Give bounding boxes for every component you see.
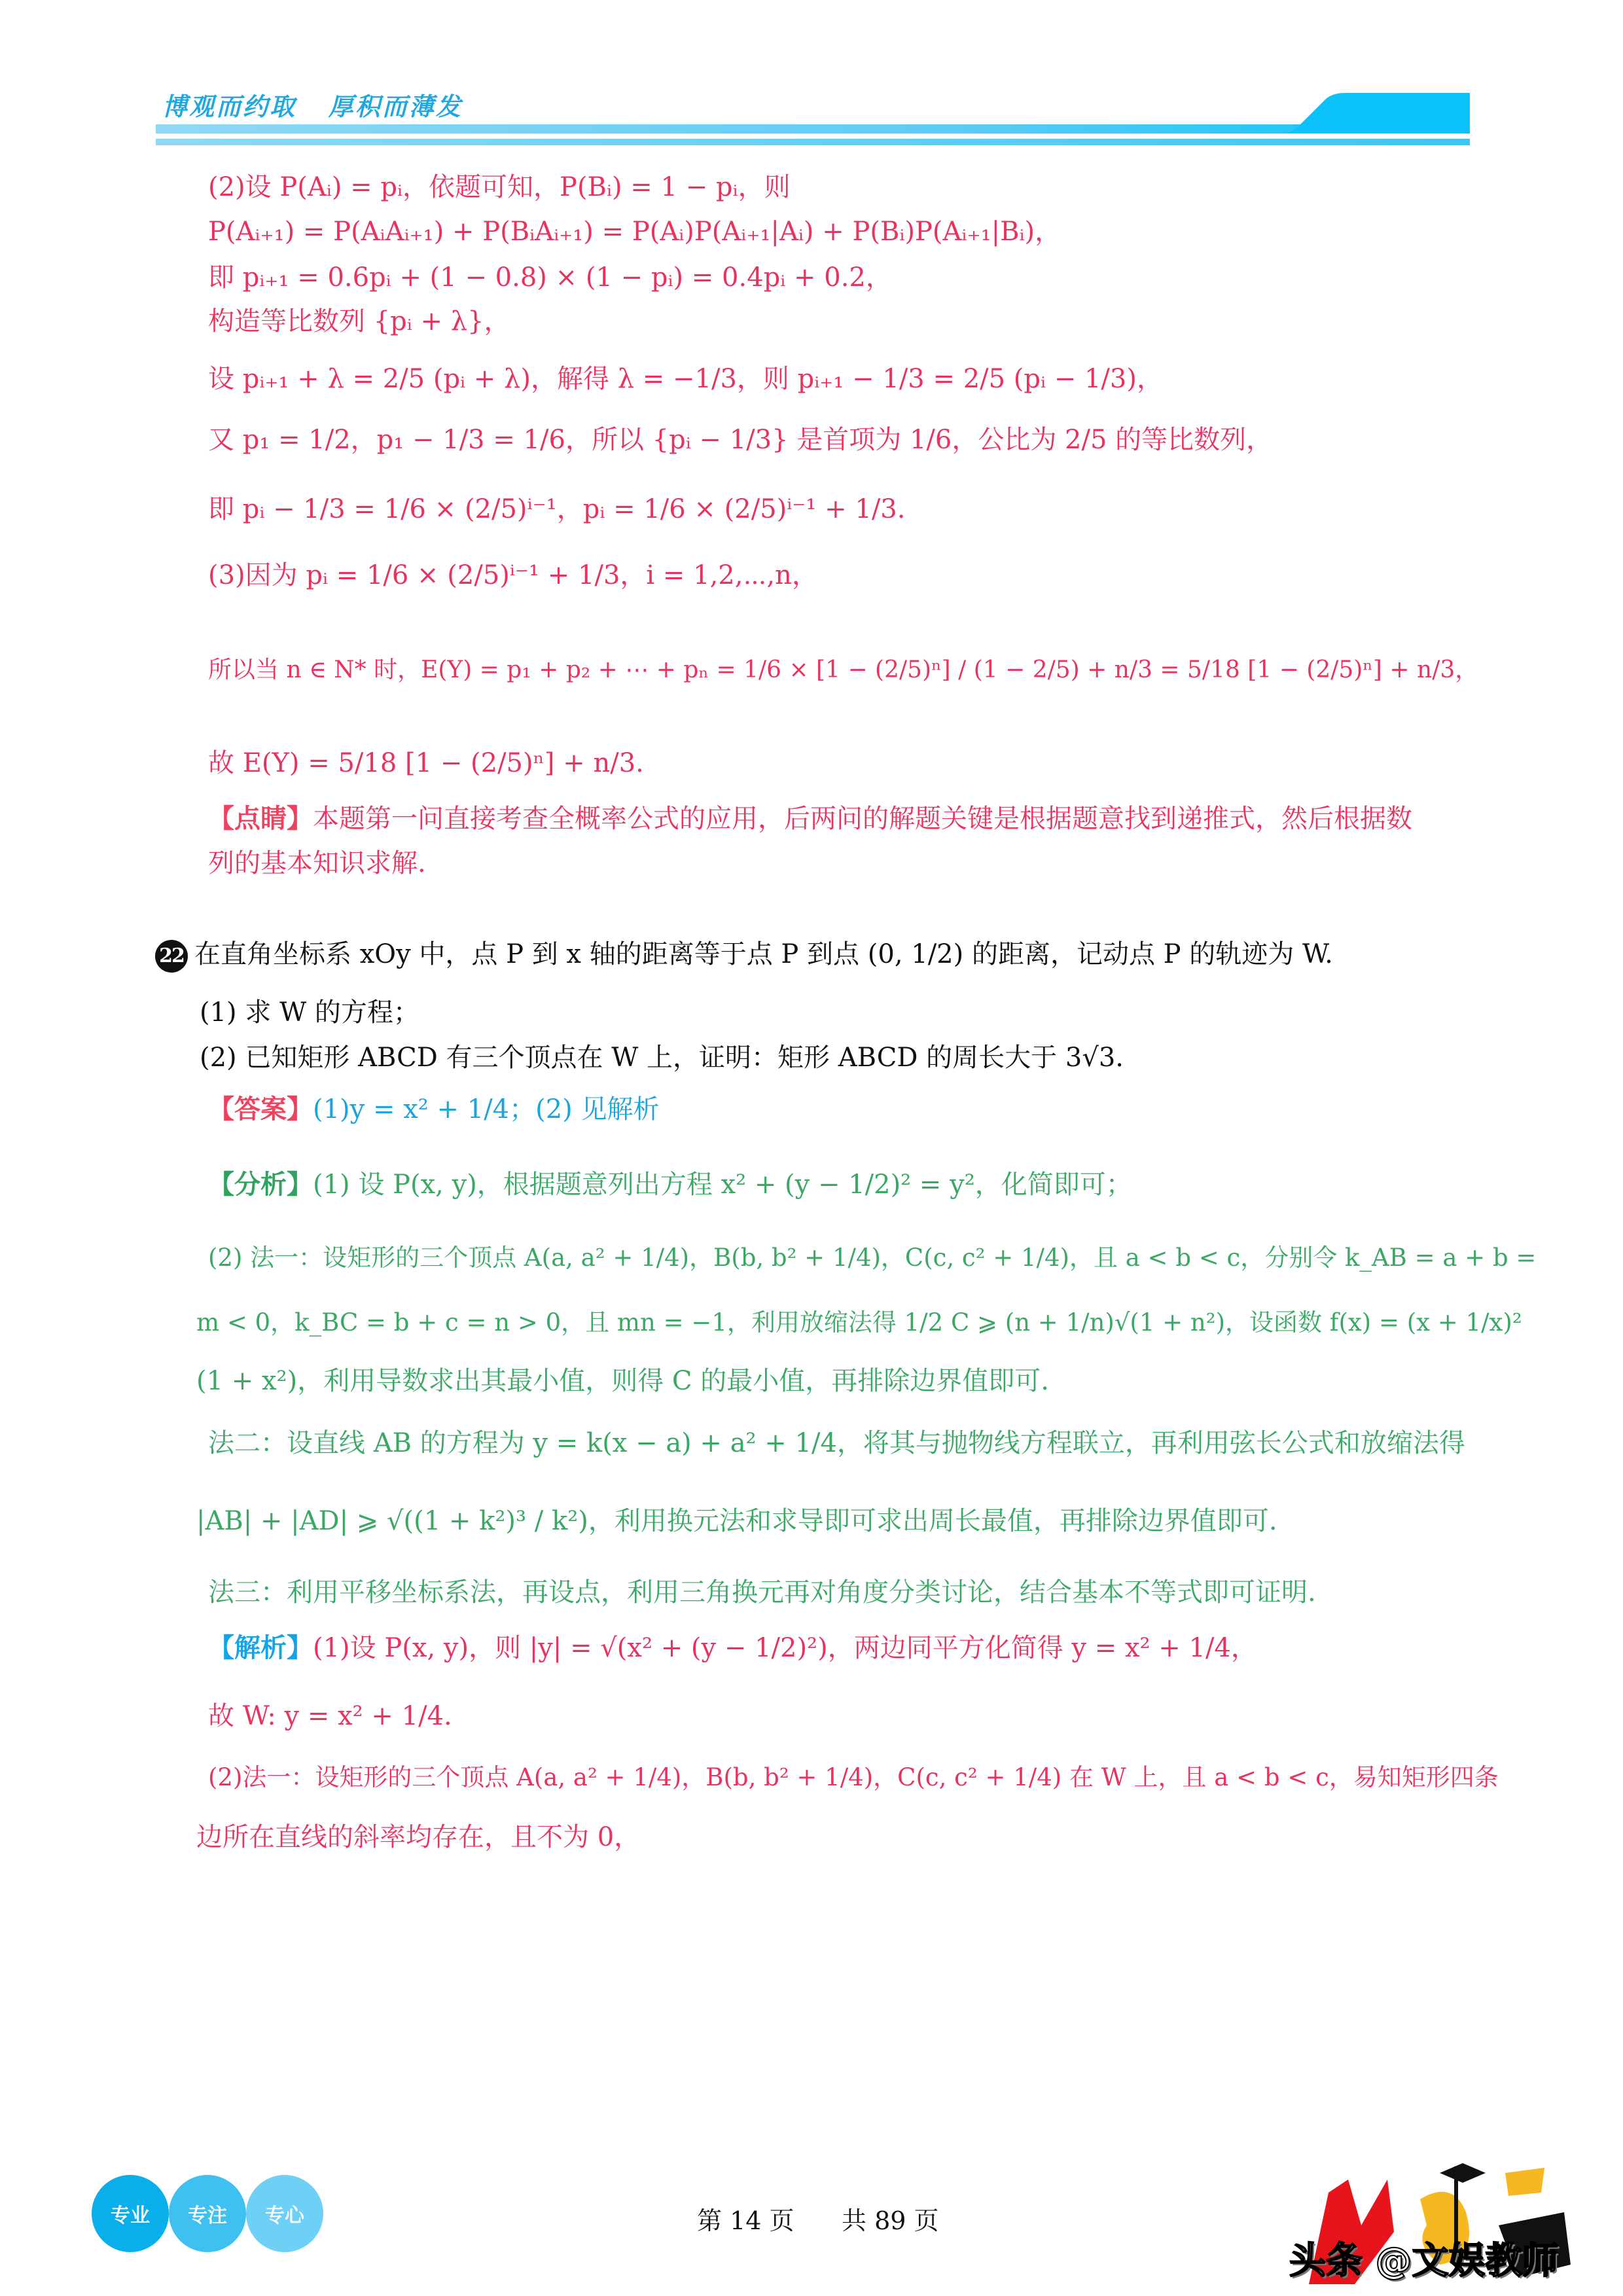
footer-badge-focus: 专注	[169, 2175, 246, 2252]
analysis-line: m < 0，k_BC = b + c = n > 0，且 mn = −1，利用放缩法得 1/2 C ⩾ (n + 1/n)√(1 + n²)，设函数 f(x) = (x + 1/x)²	[196, 1308, 1522, 1336]
analysis-label: 【分析】	[208, 1170, 313, 1200]
solution-line: 设 pᵢ₊₁ + λ = 2/5 (pᵢ + λ)，解得 λ = −1/3，则 pᵢ₊₁ − 1/3 = 2/5 (pᵢ − 1/3)，	[208, 364, 1163, 394]
solution-line: 故 E(Y) = 5/18 [1 − (2/5)ⁿ] + n/3.	[208, 748, 644, 778]
solution-line: 所以当 n ∈ N* 时，E(Y) = p₁ + p₂ + ⋯ + pₙ = 1/6 × [1 − (2/5)ⁿ] / (1 − 2/5) + n/3 = 5/18 [1 − (2/5)ⁿ] + n/3，	[208, 656, 1479, 683]
comment-label: 【点睛】	[208, 804, 313, 834]
analysis-line: 法三：利用平移坐标系法，再设点，利用三角换元再对角度分类讨论，结合基本不等式即可证明.	[208, 1577, 1316, 1607]
comment-text: 本题第一问直接考查全概率公式的应用，后两问的解题关键是根据题意找到递推式，然后根据数	[313, 804, 1412, 834]
solution-line: 即 pᵢ₊₁ = 0.6pᵢ + (1 − 0.8) × (1 − pᵢ) = 0.4pᵢ + 0.2，	[208, 262, 892, 293]
solution-line: 即 pᵢ − 1/3 = 1/6 × (2/5)ⁱ⁻¹，pᵢ = 1/6 × (2/5)ⁱ⁻¹ + 1/3.	[208, 494, 906, 524]
problem-statement	[155, 940, 1333, 973]
solution-block	[208, 1635, 1257, 1661]
analysis-line: 法二：设直线 AB 的方程为 y = k(x − a) + a² + 1/4，将其与抛物线方程联立，再利用弦长公式和放缩法得	[208, 1428, 1465, 1458]
analysis-line: |AB| + |AD| ⩾ √((1 + k²)³ / k²)，利用换元法和求导即可求出周长最值，再排除边界值即可.	[196, 1506, 1277, 1536]
problem-part-2: (2) 已知矩形 ABCD 有三个顶点在 W 上，证明：矩形 ABCD 的周长大于 3√3.	[200, 1043, 1124, 1073]
solution-line: (2)法一：设矩形的三个顶点 A(a, a² + 1/4)，B(b, b² + 1/4)，C(c, c² + 1/4) 在 W 上，且 a < b < c，易知矩形四条	[208, 1763, 1499, 1791]
analysis-line: (2) 法一：设矩形的三个顶点 A(a, a² + 1/4)，B(b, b² + 1/4)，C(c, c² + 1/4)，且 a < b < c，分别令 k_AB = a + b =	[208, 1244, 1537, 1272]
header-band-bottom	[156, 139, 1470, 145]
solution-text: (1)设 P(x, y)，则 |y| = √(x² + (y − 1/2)²)，两边同平方化简得 y = x² + 1/4，	[313, 1633, 1257, 1663]
answer-block	[208, 1096, 660, 1122]
solution-line: (2)设 P(Aᵢ) = pᵢ，依题可知，P(Bᵢ) = 1 − pᵢ，则	[208, 172, 791, 202]
problem-number-badge: 22	[155, 940, 188, 973]
analysis-text: (1) 设 P(x, y)，根据题意列出方程 x² + (y − 1/2)² = y²，化简即可；	[313, 1170, 1132, 1200]
analysis-line: (1 + x²)，利用导数求出其最小值，则得 C 的最小值，再排除边界值即可.	[196, 1366, 1049, 1396]
solution-label: 【解析】	[208, 1633, 313, 1663]
solution-line: P(Aᵢ₊₁) = P(AᵢAᵢ₊₁) + P(BᵢAᵢ₊₁) = P(Aᵢ)P(Aᵢ₊₁|Aᵢ) + P(Bᵢ)P(Aᵢ₊₁|Bᵢ)，	[208, 217, 1061, 247]
solution-line: 故 W: y = x² + 1/4.	[208, 1701, 452, 1731]
answer-label: 【答案】	[208, 1094, 313, 1124]
solution-line: 构造等比数列 {pᵢ + λ}，	[208, 306, 510, 336]
solution-line: 又 p₁ = 1/2，p₁ − 1/3 = 1/6，所以 {pᵢ − 1/3} 是首项为 1/6，公比为 2/5 的等比数列，	[208, 425, 1273, 455]
solution-line: (3)因为 pᵢ = 1/6 × (2/5)ⁱ⁻¹ + 1/3，i = 1,2,⋯,n，	[208, 560, 818, 590]
analysis-block	[208, 1172, 1132, 1198]
comment-text-cont: 列的基本知识求解.	[208, 848, 426, 878]
problem-part-1: (1) 求 W 的方程；	[200, 997, 419, 1028]
header-tab-shape	[1263, 93, 1470, 134]
problem-text: 在直角坐标系 xOy 中，点 P 到 x 轴的距离等于点 P 到点 (0, 1/2) 的距离，记动点 P 的轨迹为 W.	[194, 939, 1333, 969]
page-number: 第 14 页 共 89 页	[697, 2206, 939, 2235]
header-motto: 博观而约取 厚积而薄发	[162, 92, 463, 121]
footer-badge-professional: 专业	[92, 2175, 169, 2252]
solution-line: 边所在直线的斜率均存在，且不为 0，	[196, 1822, 641, 1852]
watermark-text: 头条 @文娱教师	[1289, 2240, 1559, 2282]
answer-text: (1)y = x² + 1/4；(2) 见解析	[313, 1094, 660, 1124]
comment-block	[208, 806, 1412, 832]
footer-badge-dedication: 专心	[246, 2175, 323, 2252]
